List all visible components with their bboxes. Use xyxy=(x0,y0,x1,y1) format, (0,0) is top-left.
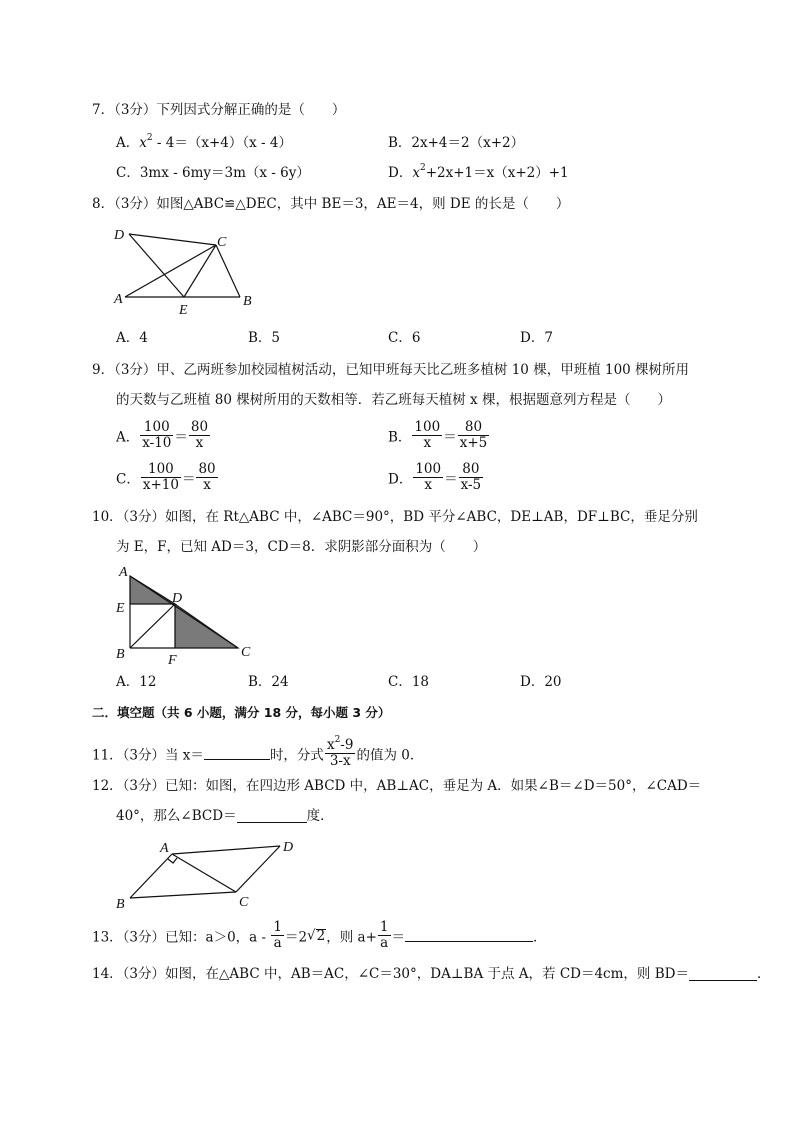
q7-stem: 7．（3分）下列因式分解正确的是（ ） xyxy=(92,102,346,118)
q8-stem: 8．（3分）如图△ABC≌△DEC，其中 BE＝3，AE＝4，则 DE 的长是（ ） xyxy=(92,196,570,212)
point-label-d: D xyxy=(172,591,183,606)
point-label-e: E xyxy=(116,601,125,616)
option-text: - 4＝（x+4）（x - 4） xyxy=(152,135,292,151)
fraction: $\frac{100}{x+10}$ xyxy=(142,461,179,493)
q11: 11．（3分）当 x＝ 时，分式 $\frac{x^2-9}{3-x}$ 的值为 0． xyxy=(92,735,424,769)
q13: 13．（3分）已知：a＞0，a - $\frac{1}{a}$ ＝2√2，则 a+ $\frac{1}{a}$ ＝ ． xyxy=(92,919,547,951)
segment-cd xyxy=(236,846,280,892)
q9-option-a: A． $\frac{100}{x-10}$ ＝ $\frac{80}{x}$ xyxy=(116,419,209,451)
q9-option-b: B． $\frac{100}{x}$ ＝ $\frac{80}{x+5}$ xyxy=(388,419,488,451)
point-label-a: A xyxy=(160,841,169,856)
option-text: +2x+1＝x（x+2）+1 xyxy=(425,165,569,181)
point-label-f: F xyxy=(168,653,177,668)
q7-option-c xyxy=(116,163,310,183)
fraction: $\frac{80}{x}$ xyxy=(190,419,209,451)
point-label-b: B xyxy=(116,647,125,662)
option-label: B． xyxy=(388,135,412,151)
q12-figure xyxy=(108,836,308,912)
q10-option-b: B．24 xyxy=(248,674,289,690)
var-x: x xyxy=(412,165,420,181)
segment-ab xyxy=(130,854,172,898)
answer-blank xyxy=(204,745,270,760)
option-text: 3mx - 6my＝3m（x - 6y） xyxy=(139,165,310,181)
exponent: 2 xyxy=(146,133,153,143)
fraction: $\frac{100}{x}$ xyxy=(414,419,441,451)
q12-stem-line1: 12．（3分）已知：如图，在四边形 ABCD 中，AB⊥AC，垂足为 A．如果∠B＝∠D＝50°，∠CAD＝ xyxy=(92,778,702,794)
point-label-c: C xyxy=(239,895,249,910)
segment-ec xyxy=(184,245,216,297)
q12-stem-line2: 40°，那么∠BCD＝ 度． xyxy=(116,808,334,824)
fraction: $\frac{80}{x-5}$ xyxy=(460,461,482,493)
fraction: $\frac{80}{x}$ xyxy=(198,461,216,493)
segment-de xyxy=(129,234,184,297)
q10-stem-line2: 为 E，F，已知 AD＝3，CD＝8．求阴影部分面积为（ ） xyxy=(116,539,487,555)
exponent: 2 xyxy=(419,163,426,173)
q10-stem-line1: 10．（3分）如图，在 Rt△ABC 中，∠ABC＝90°，BD 平分∠ABC，DE⊥AB，DF⊥BC，垂足分别 xyxy=(92,509,698,525)
right-angle-mark xyxy=(168,858,177,863)
q10-option-d: D．20 xyxy=(520,674,562,690)
segment-bd xyxy=(130,604,175,648)
q9-option-d: D． $\frac{100}{x}$ ＝ $\frac{80}{x-5}$ xyxy=(388,461,482,493)
q9-option-c: C． $\frac{100}{x+10}$ ＝ $\frac{80}{x}$ xyxy=(116,461,216,493)
point-label-c: C xyxy=(217,235,227,250)
point-label-b: B xyxy=(243,294,252,309)
segment-ad xyxy=(172,846,280,854)
fraction: $\frac{1}{a}$ xyxy=(273,919,282,951)
fraction: $\frac{80}{x+5}$ xyxy=(459,419,488,451)
point-label-a: A xyxy=(119,565,128,580)
section-heading: 二．填空题（共 6 小题，满分 18 分，每小题 3 分） xyxy=(92,705,391,720)
q7-option-a xyxy=(116,133,292,153)
fraction: $\frac{x^2-9}{3-x}$ xyxy=(326,735,354,769)
point-label-d: D xyxy=(283,840,294,855)
point-label-c: C xyxy=(241,645,251,660)
point-label-d: D xyxy=(114,228,125,243)
q14: 14．（3分）如图，在△ABC 中，AB＝AC，∠C＝30°，DA⊥BA 于点 A，若 CD＝4cm，则 BD＝ ． xyxy=(92,966,771,982)
q7-option-b xyxy=(388,133,524,153)
point-label-e: E xyxy=(179,303,188,318)
option-label: D． xyxy=(388,165,413,181)
segment-bc xyxy=(130,892,236,898)
answer-blank xyxy=(689,966,757,981)
segment-ac xyxy=(172,854,236,892)
segment-dc xyxy=(129,234,216,245)
q8-option-d: D．7 xyxy=(520,330,553,346)
q9-stem-line2: 的天数与乙班植 80 棵树所用的天数相等．若乙班每天植树 x 棵，根据题意列方程是（ ） xyxy=(116,392,671,408)
q8-option-b: B．5 xyxy=(248,330,281,346)
fraction: $\frac{1}{a}$ xyxy=(379,919,389,951)
q8-option-c: C．6 xyxy=(388,330,421,346)
q9-stem-line1: 9．（3分）甲、乙两班参加校园植树活动，已知甲班每天比乙班多植树 10 棵，甲班植 100 棵树所用 xyxy=(92,362,690,378)
answer-blank xyxy=(237,808,307,823)
point-label-a: A xyxy=(114,292,123,307)
option-label: C． xyxy=(116,165,140,181)
fraction: $\frac{100}{x}$ xyxy=(415,461,442,493)
q7-option-d xyxy=(388,163,569,183)
segment-ac xyxy=(125,245,216,297)
q8-figure xyxy=(105,222,265,318)
q8-option-a: A．4 xyxy=(116,330,148,346)
option-label: A． xyxy=(116,135,140,151)
answer-blank xyxy=(405,927,533,942)
option-text: 2x+4＝2（x+2） xyxy=(411,135,525,151)
var-x: x xyxy=(139,135,147,151)
q10-figure xyxy=(108,560,268,670)
point-label-b: B xyxy=(116,897,125,912)
q10-option-a: A．12 xyxy=(116,674,157,690)
fraction: $\frac{100}{x-10}$ xyxy=(142,419,172,451)
q10-option-c: C．18 xyxy=(388,674,430,690)
segment-cb xyxy=(216,245,240,297)
